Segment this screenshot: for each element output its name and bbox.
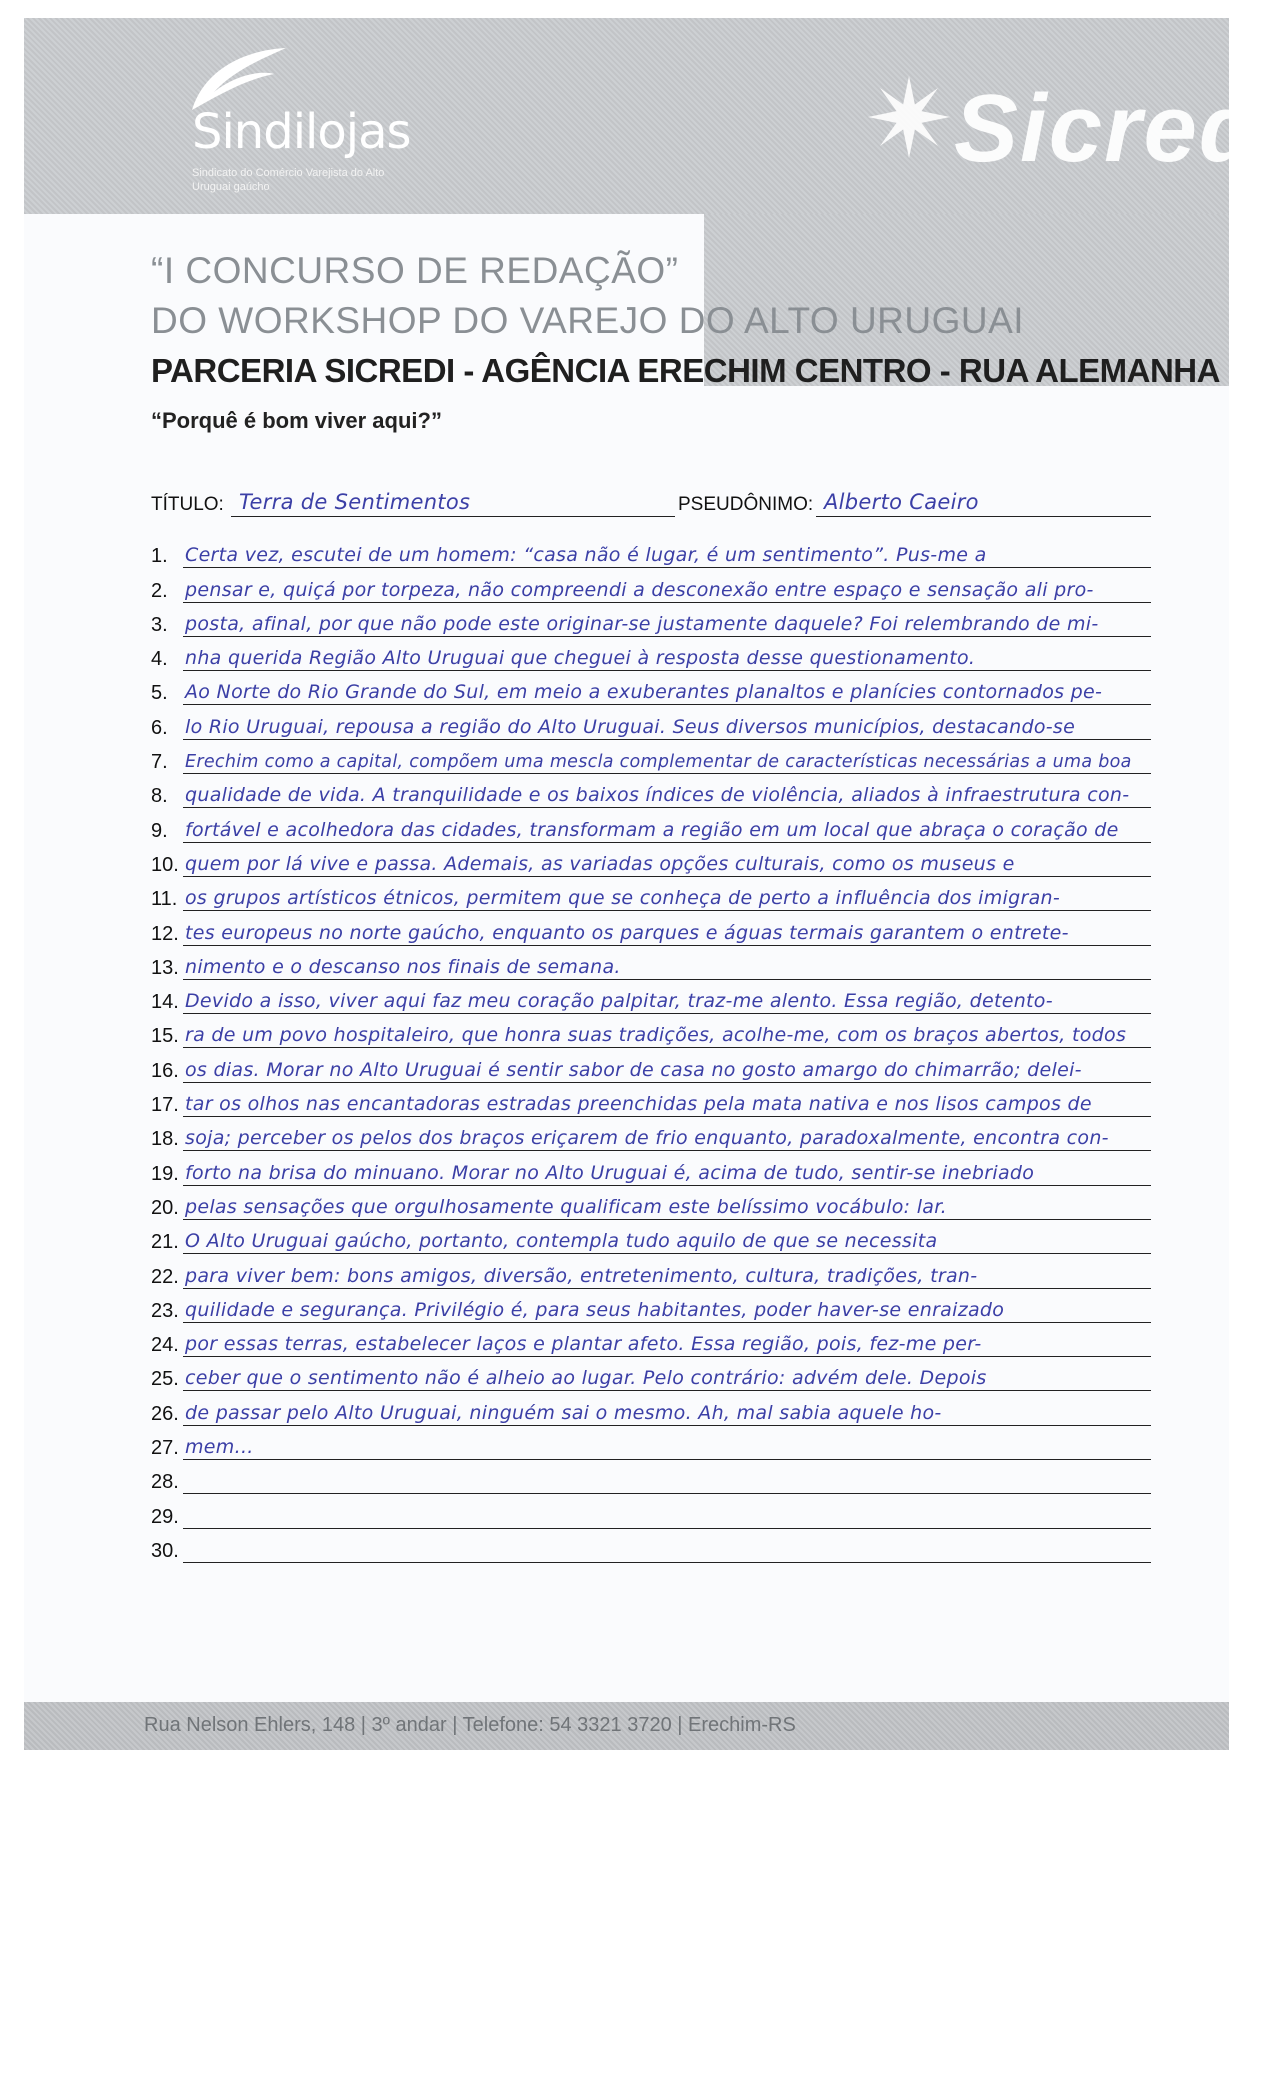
line-number: 9. [151,819,168,842]
line-number: 13. [151,956,179,979]
line-text: os grupos artísticos étnicos, permitem que se conheça de perto a influência dos imigran- [185,887,1061,910]
line-number: 4. [151,648,168,671]
pseudonym-value: Alberto Caeiro [824,490,979,514]
line-field[interactable] [183,1223,1151,1254]
essay-line [151,641,1151,675]
line-number: 25. [151,1368,179,1391]
essay-line [151,1498,1151,1532]
line-field[interactable] [183,537,1151,568]
line-field[interactable] [183,1292,1151,1323]
line-field[interactable] [183,983,1151,1014]
line-field[interactable] [183,1120,1151,1151]
line-field[interactable] [183,1017,1151,1048]
essay-line [151,812,1151,846]
line-text: O Alto Uruguai gaúcho, portanto, contempla tudo aquilo de que se necessita [185,1230,938,1253]
line-text: por essas terras, estabelecer laços e plantar afeto. Essa região, pois, fez-me per- [185,1333,982,1356]
line-number: 22. [151,1265,179,1288]
line-number: 17. [151,1094,179,1117]
line-number: 12. [151,922,179,945]
essay-line [151,1155,1151,1189]
line-field[interactable] [183,880,1151,911]
line-text: pelas sensações que orgulhosamente qualificam este belíssimo vocábulo: lar. [185,1195,947,1218]
line-text: de passar pelo Alto Uruguai, ninguém sai o mesmo. Ah, mal sabia aquele ho- [185,1401,942,1424]
line-field[interactable] [183,1463,1151,1494]
brand-subtitle: Sindicato do Comércio Varejista do Alto Uruguai gaúcho [192,167,385,193]
line-field[interactable] [183,1429,1151,1460]
essay-line [151,709,1151,743]
line-field[interactable] [183,1086,1151,1117]
line-text: para viver bem: bons amigos, diversão, entretenimento, cultura, tradições, tran- [185,1264,978,1287]
contest-title: “I CONCURSO DE REDAÇÃO” [151,250,679,291]
line-field[interactable] [183,606,1151,637]
line-number: 21. [151,1231,179,1254]
line-number: 5. [151,682,168,705]
essay-line [151,572,1151,606]
title-field[interactable] [231,488,675,517]
line-text: Ao Norte do Rio Grande do Sul, em meio a exuberantes planaltos e planícies contornados pe- [185,681,1103,704]
line-field[interactable] [183,640,1151,671]
line-number: 30. [151,1539,179,1562]
title-label: TÍTULO: [151,494,224,515]
line-text: fortável e acolhedora das cidades, transformam a região em um local que abraça o coração de [185,818,1119,841]
line-number: 26. [151,1402,179,1425]
essay-line [151,1018,1151,1052]
title-value: Terra de Sentimentos [239,490,471,514]
workshop-title: DO WORKSHOP DO VAREJO DO ALTO URUGUAI [151,300,1025,341]
line-number: 19. [151,1162,179,1185]
title-pseudonym-row [151,488,1151,518]
line-field[interactable] [183,949,1151,980]
line-text: nha querida Região Alto Uruguai que cheguei à resposta desse questionamento. [185,647,976,670]
line-field[interactable] [183,915,1151,946]
essay-line [151,744,1151,778]
line-text: lo Rio Uruguai, repousa a região do Alto Uruguai. Seus diversos municípios, destacando-se [185,715,1076,738]
line-number: 15. [151,1025,179,1048]
line-number: 2. [151,579,168,602]
line-number: 23. [151,1299,179,1322]
essay-line [151,607,1151,641]
line-field[interactable] [183,1326,1151,1357]
essay-line [151,1327,1151,1361]
line-text: tar os olhos nas encantadoras estradas preenchidas pela mata nativa e nos lisos campos de [185,1093,1092,1116]
line-text: mem... [185,1436,254,1459]
line-text: ra de um povo hospitaleiro, que honra suas tradições, acolhe-me, com os braços abertos, todos [185,1024,1127,1047]
line-number: 28. [151,1471,179,1494]
essay-line [151,847,1151,881]
essay-line [151,1224,1151,1258]
essay-line [151,675,1151,709]
essay-line [151,1464,1151,1498]
line-field[interactable] [183,743,1151,774]
essay-line [151,1258,1151,1292]
line-field[interactable] [183,1189,1151,1220]
line-number: 3. [151,613,168,636]
essay-line [151,1121,1151,1155]
header-banner [24,18,1288,214]
line-text: pensar e, quiçá por torpeza, não compreendi a desconexão entre espaço e sensação ali pro- [185,578,1094,601]
line-field[interactable] [183,846,1151,877]
line-number: 7. [151,751,168,774]
form-sheet [24,18,1288,1750]
essay-line [151,1533,1151,1567]
essay-line [151,1430,1151,1464]
essay-line [151,1361,1151,1395]
line-field[interactable] [183,1395,1151,1426]
line-number: 8. [151,785,168,808]
essay-line [151,984,1151,1018]
line-text: Certa vez, escutei de um homem: “casa não é lugar, é um sentimento”. Pus-me a [185,544,987,567]
line-text: Devido a isso, viver aqui faz meu coração palpitar, traz-me alento. Essa região, detento- [185,990,1053,1013]
essay-line [151,1293,1151,1327]
essay-line [151,778,1151,812]
line-number: 29. [151,1505,179,1528]
line-field[interactable] [183,1360,1151,1391]
line-field[interactable] [183,777,1151,808]
essay-line [151,915,1151,949]
line-field[interactable] [183,812,1151,843]
line-text: forto na brisa do minuano. Morar no Alto Uruguai é, acima de tudo, sentir-se inebriado [185,1161,1035,1184]
line-text: nimento e o descanso nos finais de semana. [185,955,621,978]
footer-address: Rua Nelson Ehlers, 148 | 3º andar | Telefone: 54 3321 3720 | Erechim-RS [144,1714,796,1736]
essay-question: “Porquê é bom viver aqui?” [151,408,442,433]
line-text: tes europeus no norte gaúcho, enquanto os parques e águas termais garantem o entrete- [185,921,1069,944]
line-field[interactable] [183,1498,1151,1529]
brand-name: Sindilojas [192,104,411,160]
line-field[interactable] [183,709,1151,740]
essay-line [151,1395,1151,1429]
line-field[interactable] [183,1155,1151,1186]
line-text: posta, afinal, por que não pode este originar-se justamente daquele? Foi relembrando de mi- [185,612,1099,635]
line-number: 18. [151,1128,179,1151]
line-text: os dias. Morar no Alto Uruguai é sentir sabor de casa no gosto amargo do chimarrão; delei- [185,1058,1082,1081]
partnership-title: PARCERIA SICREDI - AGÊNCIA ERECHIM CENTRO - RUA ALEMANHA [151,352,1220,389]
line-text: quem por lá vive e passa. Ademais, as variadas opções culturais, como os museus e [185,852,1015,875]
line-field[interactable] [183,1258,1151,1289]
essay-line [151,538,1151,572]
line-number: 6. [151,716,168,739]
line-text: ceber que o sentimento não é alheio ao lugar. Pelo contrário: advém dele. Depois [185,1367,987,1390]
line-number: 14. [151,991,179,1014]
line-number: 16. [151,1059,179,1082]
line-number: 27. [151,1437,179,1460]
line-number: 24. [151,1334,179,1357]
line-field[interactable] [183,674,1151,705]
line-number: 1. [151,545,168,568]
essay-lines [151,538,1151,1567]
line-text: qualidade de vida. A tranquilidade e os baixos índices de violência, aliados à infraestrutura con- [185,784,1130,807]
footer-banner [24,1702,1229,1750]
essay-line [151,1052,1151,1086]
pseudonym-label: PSEUDÔNIMO: [678,494,814,515]
line-text: soja; perceber os pelos dos braços eriçarem de frio enquanto, paradoxalmente, encontra con- [185,1127,1109,1150]
essay-line [151,1190,1151,1224]
line-text: Erechim como a capital, compõem uma mescla complementar de características necessárias a uma boa [185,752,1132,773]
line-text: quilidade e segurança. Privilégio é, para seus habitantes, poder haver-se enraizado [185,1298,1005,1321]
pseudonym-field[interactable] [816,488,1151,517]
essay-line [151,881,1151,915]
essay-line [151,1087,1151,1121]
line-field[interactable] [183,1052,1151,1083]
essay-line [151,950,1151,984]
line-number: 20. [151,1196,179,1219]
line-number: 11. [151,888,178,911]
line-field[interactable] [183,572,1151,603]
sicredi-star-icon [864,72,954,162]
line-field[interactable] [183,1532,1151,1563]
partner-name: Sicredi [954,75,1288,182]
line-number: 10. [151,853,179,876]
